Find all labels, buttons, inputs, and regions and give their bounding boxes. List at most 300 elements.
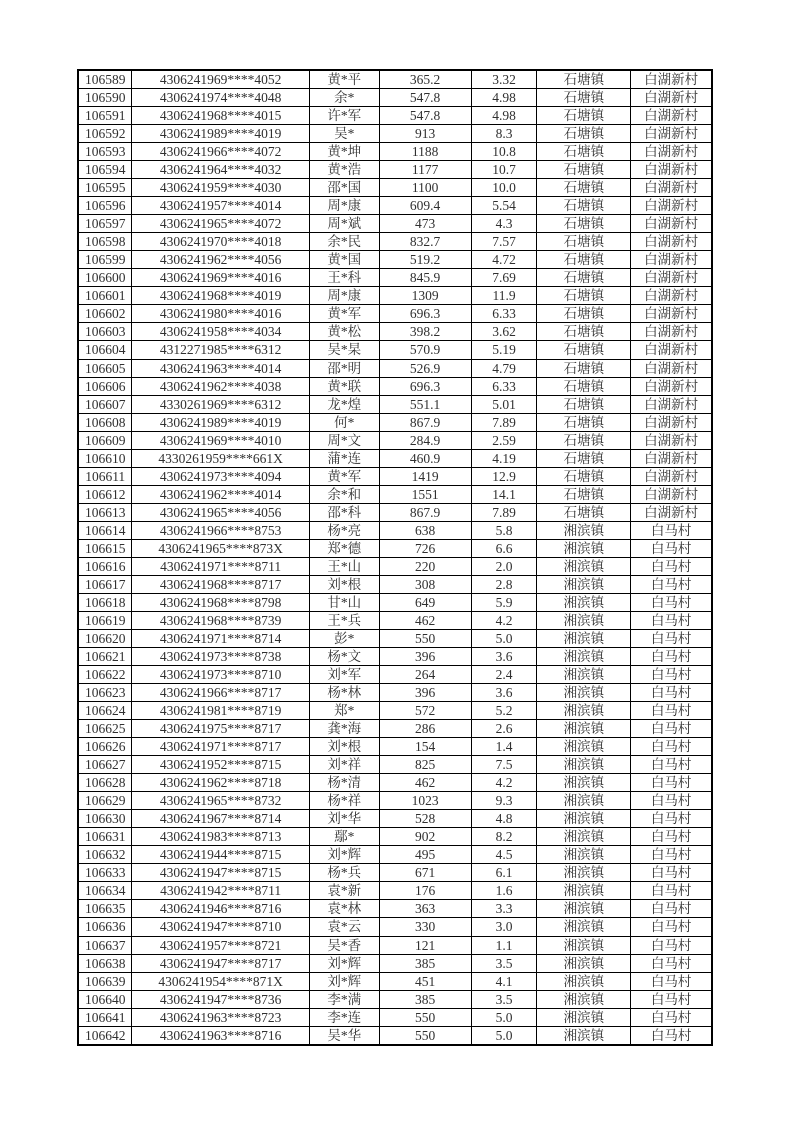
cell-village: 白马村 xyxy=(631,972,712,990)
cell-amount: 365.2 xyxy=(379,70,471,89)
cell-serial: 106596 xyxy=(78,197,132,215)
table-body xyxy=(78,70,712,1045)
cell-id-number: 4306241965****4072 xyxy=(132,215,310,233)
cell-name: 杨*文 xyxy=(309,648,379,666)
cell-name: 李*连 xyxy=(309,1008,379,1026)
cell-serial: 106639 xyxy=(78,972,132,990)
cell-name: 吴*香 xyxy=(309,936,379,954)
cell-rate: 6.33 xyxy=(471,305,537,323)
cell-village: 白湖新村 xyxy=(631,269,712,287)
cell-village: 白马村 xyxy=(631,990,712,1008)
cell-village: 白马村 xyxy=(631,828,712,846)
cell-id-number: 4330261969****6312 xyxy=(132,395,310,413)
cell-town: 湘滨镇 xyxy=(537,666,631,684)
cell-village: 白湖新村 xyxy=(631,251,712,269)
table-row xyxy=(78,702,712,720)
cell-town: 石塘镇 xyxy=(537,413,631,431)
cell-town: 湘滨镇 xyxy=(537,756,631,774)
cell-amount: 550 xyxy=(379,1026,471,1045)
cell-village: 白湖新村 xyxy=(631,215,712,233)
cell-serial: 106612 xyxy=(78,485,132,503)
cell-name: 王*科 xyxy=(309,269,379,287)
cell-amount: 330 xyxy=(379,918,471,936)
cell-serial: 106632 xyxy=(78,846,132,864)
cell-village: 白马村 xyxy=(631,738,712,756)
table-row xyxy=(78,611,712,629)
cell-amount: 398.2 xyxy=(379,323,471,341)
cell-town: 湘滨镇 xyxy=(537,792,631,810)
cell-town: 石塘镇 xyxy=(537,143,631,161)
cell-id-number: 4306241975****8717 xyxy=(132,720,310,738)
cell-amount: 519.2 xyxy=(379,251,471,269)
cell-name: 吴*杲 xyxy=(309,341,379,359)
cell-amount: 638 xyxy=(379,521,471,539)
cell-rate: 8.2 xyxy=(471,828,537,846)
cell-id-number: 4306241968****8739 xyxy=(132,611,310,629)
cell-amount: 671 xyxy=(379,864,471,882)
cell-name: 黄*浩 xyxy=(309,161,379,179)
table-row xyxy=(78,161,712,179)
cell-village: 白湖新村 xyxy=(631,287,712,305)
cell-town: 石塘镇 xyxy=(537,431,631,449)
cell-town: 湘滨镇 xyxy=(537,629,631,647)
cell-amount: 696.3 xyxy=(379,305,471,323)
cell-town: 湘滨镇 xyxy=(537,954,631,972)
cell-amount: 396 xyxy=(379,648,471,666)
cell-id-number: 4306241966****8753 xyxy=(132,521,310,539)
cell-name: 王*兵 xyxy=(309,611,379,629)
cell-amount: 1419 xyxy=(379,467,471,485)
cell-town: 石塘镇 xyxy=(537,107,631,125)
cell-serial: 106601 xyxy=(78,287,132,305)
cell-village: 白马村 xyxy=(631,648,712,666)
cell-amount: 385 xyxy=(379,990,471,1008)
cell-serial: 106599 xyxy=(78,251,132,269)
cell-amount: 570.9 xyxy=(379,341,471,359)
cell-rate: 10.7 xyxy=(471,161,537,179)
cell-name: 余* xyxy=(309,89,379,107)
cell-rate: 3.5 xyxy=(471,990,537,1008)
cell-id-number: 4306241974****4048 xyxy=(132,89,310,107)
cell-name: 王*山 xyxy=(309,557,379,575)
table-row xyxy=(78,449,712,467)
cell-amount: 832.7 xyxy=(379,233,471,251)
cell-village: 白马村 xyxy=(631,792,712,810)
cell-serial: 106622 xyxy=(78,666,132,684)
cell-village: 白湖新村 xyxy=(631,305,712,323)
cell-rate: 4.79 xyxy=(471,359,537,377)
cell-serial: 106629 xyxy=(78,792,132,810)
table-row xyxy=(78,89,712,107)
cell-village: 白湖新村 xyxy=(631,449,712,467)
table-row xyxy=(78,864,712,882)
table-row xyxy=(78,774,712,792)
cell-id-number: 4306241981****8719 xyxy=(132,702,310,720)
cell-id-number: 4306241967****8714 xyxy=(132,810,310,828)
cell-name: 黄*平 xyxy=(309,70,379,89)
table-row xyxy=(78,395,712,413)
cell-village: 白马村 xyxy=(631,1026,712,1045)
cell-village: 白马村 xyxy=(631,575,712,593)
cell-village: 白马村 xyxy=(631,666,712,684)
cell-rate: 7.57 xyxy=(471,233,537,251)
cell-town: 湘滨镇 xyxy=(537,810,631,828)
table-row xyxy=(78,359,712,377)
cell-id-number: 4312271985****6312 xyxy=(132,341,310,359)
cell-town: 湘滨镇 xyxy=(537,593,631,611)
cell-rate: 3.3 xyxy=(471,900,537,918)
cell-rate: 3.6 xyxy=(471,684,537,702)
cell-rate: 4.1 xyxy=(471,972,537,990)
cell-id-number: 4306241989****4019 xyxy=(132,413,310,431)
cell-rate: 1.1 xyxy=(471,936,537,954)
cell-serial: 106593 xyxy=(78,143,132,161)
table-row xyxy=(78,413,712,431)
cell-village: 白马村 xyxy=(631,539,712,557)
cell-village: 白马村 xyxy=(631,1008,712,1026)
cell-village: 白马村 xyxy=(631,954,712,972)
cell-name: 刘*根 xyxy=(309,738,379,756)
cell-id-number: 4306241962****4056 xyxy=(132,251,310,269)
cell-village: 白马村 xyxy=(631,864,712,882)
cell-town: 湘滨镇 xyxy=(537,720,631,738)
cell-rate: 7.5 xyxy=(471,756,537,774)
table-row xyxy=(78,1026,712,1045)
cell-rate: 2.6 xyxy=(471,720,537,738)
cell-rate: 1.6 xyxy=(471,882,537,900)
cell-name: 蒲*连 xyxy=(309,449,379,467)
cell-id-number: 4306241962****4038 xyxy=(132,377,310,395)
cell-id-number: 4306241947****8736 xyxy=(132,990,310,1008)
table-row xyxy=(78,666,712,684)
cell-name: 余*和 xyxy=(309,485,379,503)
table-row xyxy=(78,197,712,215)
cell-serial: 106638 xyxy=(78,954,132,972)
cell-town: 湘滨镇 xyxy=(537,990,631,1008)
cell-town: 石塘镇 xyxy=(537,197,631,215)
cell-amount: 1023 xyxy=(379,792,471,810)
cell-serial: 106636 xyxy=(78,918,132,936)
cell-town: 石塘镇 xyxy=(537,269,631,287)
cell-rate: 5.2 xyxy=(471,702,537,720)
cell-village: 白湖新村 xyxy=(631,89,712,107)
cell-serial: 106618 xyxy=(78,593,132,611)
cell-serial: 106589 xyxy=(78,70,132,89)
cell-serial: 106614 xyxy=(78,521,132,539)
table-row xyxy=(78,1008,712,1026)
cell-name: 黄*国 xyxy=(309,251,379,269)
cell-name: 郑*德 xyxy=(309,539,379,557)
cell-rate: 14.1 xyxy=(471,485,537,503)
cell-id-number: 4306241968****8717 xyxy=(132,575,310,593)
table-row xyxy=(78,70,712,89)
cell-amount: 396 xyxy=(379,684,471,702)
cell-name: 周*斌 xyxy=(309,215,379,233)
cell-serial: 106642 xyxy=(78,1026,132,1045)
cell-town: 湘滨镇 xyxy=(537,900,631,918)
cell-serial: 106598 xyxy=(78,233,132,251)
cell-name: 周*康 xyxy=(309,197,379,215)
cell-rate: 4.2 xyxy=(471,774,537,792)
cell-amount: 867.9 xyxy=(379,503,471,521)
cell-town: 石塘镇 xyxy=(537,125,631,143)
cell-town: 湘滨镇 xyxy=(537,539,631,557)
table-row xyxy=(78,539,712,557)
cell-village: 白马村 xyxy=(631,882,712,900)
cell-serial: 106602 xyxy=(78,305,132,323)
cell-id-number: 4306241973****8710 xyxy=(132,666,310,684)
cell-town: 石塘镇 xyxy=(537,503,631,521)
table-row xyxy=(78,215,712,233)
table-row xyxy=(78,954,712,972)
cell-serial: 106627 xyxy=(78,756,132,774)
table-row xyxy=(78,575,712,593)
cell-id-number: 4306241971****8717 xyxy=(132,738,310,756)
cell-serial: 106615 xyxy=(78,539,132,557)
table-row xyxy=(78,107,712,125)
cell-town: 石塘镇 xyxy=(537,395,631,413)
cell-name: 龙*煌 xyxy=(309,395,379,413)
table-row xyxy=(78,738,712,756)
cell-serial: 106608 xyxy=(78,413,132,431)
cell-village: 白马村 xyxy=(631,720,712,738)
cell-serial: 106633 xyxy=(78,864,132,882)
cell-serial: 106591 xyxy=(78,107,132,125)
cell-id-number: 4330261959****661X xyxy=(132,449,310,467)
cell-rate: 4.8 xyxy=(471,810,537,828)
cell-id-number: 4306241973****8738 xyxy=(132,648,310,666)
table-row xyxy=(78,882,712,900)
cell-rate: 5.0 xyxy=(471,629,537,647)
table-row xyxy=(78,792,712,810)
cell-name: 杨*祥 xyxy=(309,792,379,810)
cell-name: 邵*科 xyxy=(309,503,379,521)
table-row xyxy=(78,972,712,990)
cell-village: 白湖新村 xyxy=(631,161,712,179)
cell-id-number: 4306241954****871X xyxy=(132,972,310,990)
cell-amount: 154 xyxy=(379,738,471,756)
cell-id-number: 4306241969****4052 xyxy=(132,70,310,89)
cell-village: 白马村 xyxy=(631,936,712,954)
cell-town: 石塘镇 xyxy=(537,233,631,251)
cell-amount: 264 xyxy=(379,666,471,684)
table-row xyxy=(78,305,712,323)
table-row xyxy=(78,900,712,918)
table-row xyxy=(78,828,712,846)
cell-name: 何* xyxy=(309,413,379,431)
beneficiary-table xyxy=(77,69,713,1046)
cell-serial: 106605 xyxy=(78,359,132,377)
cell-amount: 495 xyxy=(379,846,471,864)
cell-village: 白马村 xyxy=(631,900,712,918)
cell-amount: 462 xyxy=(379,611,471,629)
cell-name: 吴* xyxy=(309,125,379,143)
cell-name: 刘*祥 xyxy=(309,756,379,774)
cell-town: 石塘镇 xyxy=(537,323,631,341)
cell-rate: 3.62 xyxy=(471,323,537,341)
cell-rate: 4.5 xyxy=(471,846,537,864)
cell-name: 杨*兵 xyxy=(309,864,379,882)
cell-village: 白马村 xyxy=(631,629,712,647)
cell-id-number: 4306241958****4034 xyxy=(132,323,310,341)
cell-serial: 106625 xyxy=(78,720,132,738)
cell-serial: 106617 xyxy=(78,575,132,593)
table-row xyxy=(78,323,712,341)
cell-rate: 4.72 xyxy=(471,251,537,269)
cell-id-number: 4306241947****8715 xyxy=(132,864,310,882)
table-row xyxy=(78,557,712,575)
cell-id-number: 4306241964****4032 xyxy=(132,161,310,179)
cell-rate: 10.8 xyxy=(471,143,537,161)
cell-town: 湘滨镇 xyxy=(537,702,631,720)
cell-id-number: 4306241966****4072 xyxy=(132,143,310,161)
cell-serial: 106606 xyxy=(78,377,132,395)
table-row xyxy=(78,648,712,666)
cell-serial: 106600 xyxy=(78,269,132,287)
cell-town: 石塘镇 xyxy=(537,161,631,179)
cell-town: 石塘镇 xyxy=(537,287,631,305)
cell-town: 湘滨镇 xyxy=(537,648,631,666)
cell-id-number: 4306241952****8715 xyxy=(132,756,310,774)
cell-village: 白湖新村 xyxy=(631,341,712,359)
cell-village: 白湖新村 xyxy=(631,70,712,89)
table-row xyxy=(78,341,712,359)
cell-serial: 106613 xyxy=(78,503,132,521)
cell-town: 石塘镇 xyxy=(537,467,631,485)
cell-town: 石塘镇 xyxy=(537,251,631,269)
cell-town: 湘滨镇 xyxy=(537,846,631,864)
cell-name: 刘*辉 xyxy=(309,972,379,990)
cell-village: 白湖新村 xyxy=(631,377,712,395)
cell-amount: 845.9 xyxy=(379,269,471,287)
cell-rate: 1.4 xyxy=(471,738,537,756)
cell-village: 白马村 xyxy=(631,846,712,864)
cell-id-number: 4306241963****8716 xyxy=(132,1026,310,1045)
table-row xyxy=(78,485,712,503)
cell-rate: 6.1 xyxy=(471,864,537,882)
cell-name: 黄*坤 xyxy=(309,143,379,161)
cell-village: 白马村 xyxy=(631,684,712,702)
cell-serial: 106624 xyxy=(78,702,132,720)
cell-serial: 106620 xyxy=(78,629,132,647)
cell-village: 白湖新村 xyxy=(631,359,712,377)
cell-serial: 106595 xyxy=(78,179,132,197)
cell-id-number: 4306241968****4015 xyxy=(132,107,310,125)
cell-id-number: 4306241944****8715 xyxy=(132,846,310,864)
cell-name: 黄*联 xyxy=(309,377,379,395)
cell-village: 白湖新村 xyxy=(631,197,712,215)
cell-amount: 308 xyxy=(379,575,471,593)
cell-amount: 550 xyxy=(379,1008,471,1026)
cell-town: 石塘镇 xyxy=(537,215,631,233)
cell-amount: 462 xyxy=(379,774,471,792)
cell-town: 湘滨镇 xyxy=(537,521,631,539)
table-row xyxy=(78,125,712,143)
cell-village: 白马村 xyxy=(631,756,712,774)
cell-id-number: 4306241947****8710 xyxy=(132,918,310,936)
cell-rate: 4.2 xyxy=(471,611,537,629)
cell-name: 邵*国 xyxy=(309,179,379,197)
cell-amount: 867.9 xyxy=(379,413,471,431)
cell-amount: 1309 xyxy=(379,287,471,305)
cell-name: 刘*辉 xyxy=(309,954,379,972)
cell-id-number: 4306241968****4019 xyxy=(132,287,310,305)
cell-amount: 1551 xyxy=(379,485,471,503)
table-row xyxy=(78,251,712,269)
cell-serial: 106597 xyxy=(78,215,132,233)
cell-name: 黄*军 xyxy=(309,305,379,323)
table-row xyxy=(78,269,712,287)
cell-name: 许*军 xyxy=(309,107,379,125)
cell-name: 袁*新 xyxy=(309,882,379,900)
cell-rate: 10.0 xyxy=(471,179,537,197)
cell-name: 周*文 xyxy=(309,431,379,449)
cell-town: 石塘镇 xyxy=(537,449,631,467)
cell-town: 石塘镇 xyxy=(537,485,631,503)
cell-id-number: 4306241962****8718 xyxy=(132,774,310,792)
cell-id-number: 4306241971****8711 xyxy=(132,557,310,575)
cell-serial: 106641 xyxy=(78,1008,132,1026)
cell-serial: 106610 xyxy=(78,449,132,467)
cell-town: 湘滨镇 xyxy=(537,738,631,756)
cell-amount: 176 xyxy=(379,882,471,900)
cell-village: 白湖新村 xyxy=(631,125,712,143)
cell-village: 白湖新村 xyxy=(631,431,712,449)
cell-town: 湘滨镇 xyxy=(537,611,631,629)
cell-town: 石塘镇 xyxy=(537,377,631,395)
cell-name: 杨*亮 xyxy=(309,521,379,539)
cell-rate: 2.4 xyxy=(471,666,537,684)
cell-serial: 106635 xyxy=(78,900,132,918)
cell-amount: 902 xyxy=(379,828,471,846)
cell-village: 白湖新村 xyxy=(631,179,712,197)
cell-serial: 106607 xyxy=(78,395,132,413)
cell-rate: 6.6 xyxy=(471,539,537,557)
table-row xyxy=(78,720,712,738)
cell-serial: 106630 xyxy=(78,810,132,828)
cell-rate: 3.0 xyxy=(471,918,537,936)
cell-serial: 106604 xyxy=(78,341,132,359)
cell-village: 白湖新村 xyxy=(631,467,712,485)
cell-amount: 550 xyxy=(379,629,471,647)
cell-id-number: 4306241965****4056 xyxy=(132,503,310,521)
cell-amount: 913 xyxy=(379,125,471,143)
cell-village: 白马村 xyxy=(631,611,712,629)
cell-town: 石塘镇 xyxy=(537,179,631,197)
cell-rate: 8.3 xyxy=(471,125,537,143)
cell-name: 袁*云 xyxy=(309,918,379,936)
cell-village: 白湖新村 xyxy=(631,413,712,431)
cell-village: 白马村 xyxy=(631,810,712,828)
cell-rate: 6.33 xyxy=(471,377,537,395)
table-row xyxy=(78,377,712,395)
cell-id-number: 4306241946****8716 xyxy=(132,900,310,918)
cell-name: 袁*林 xyxy=(309,900,379,918)
cell-id-number: 4306241942****8711 xyxy=(132,882,310,900)
table-row xyxy=(78,179,712,197)
cell-name: 黄*军 xyxy=(309,467,379,485)
cell-town: 湘滨镇 xyxy=(537,864,631,882)
cell-id-number: 4306241959****4030 xyxy=(132,179,310,197)
cell-rate: 2.8 xyxy=(471,575,537,593)
cell-town: 石塘镇 xyxy=(537,70,631,89)
cell-name: 杨*清 xyxy=(309,774,379,792)
table-row xyxy=(78,846,712,864)
cell-id-number: 4306241963****4014 xyxy=(132,359,310,377)
cell-rate: 3.5 xyxy=(471,954,537,972)
cell-serial: 106616 xyxy=(78,557,132,575)
cell-id-number: 4306241947****8717 xyxy=(132,954,310,972)
